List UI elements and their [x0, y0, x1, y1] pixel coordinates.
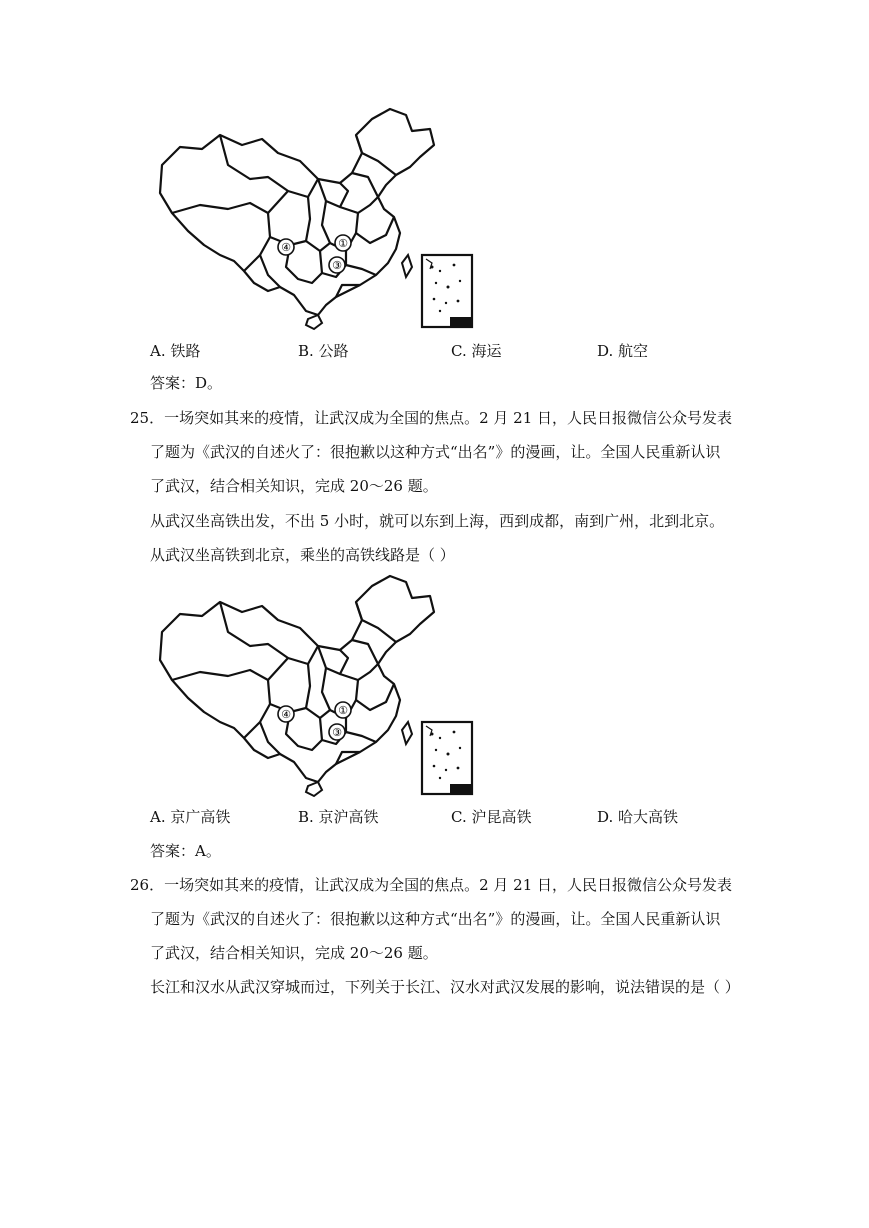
- map-label-1: ①: [338, 237, 348, 250]
- q25-option-a[interactable]: A. 京广高铁: [150, 808, 231, 826]
- q25-option-b[interactable]: B. 京沪高铁: [298, 808, 379, 826]
- south-china-sea-inset: [422, 255, 472, 327]
- china-map-figure: [150, 105, 490, 333]
- q26-stem-line-2: 了题为《武汉的自述火了：很抱歉以这种方式“出名”》的漫画，让。全国人民重新认识: [150, 910, 721, 928]
- q24-answer: 答案：D。: [150, 374, 223, 392]
- map2-label-3: ③: [332, 726, 342, 739]
- q25-stem-line-3: 了武汉，结合相关知识，完成 20～26 题。: [150, 477, 438, 495]
- china-map-figure-2: [150, 572, 490, 800]
- south-china-sea-inset-2: [422, 722, 472, 794]
- q24-option-a[interactable]: A. 铁路: [150, 342, 201, 360]
- q24-option-d[interactable]: D. 航空: [597, 342, 649, 360]
- china-map-svg: [150, 105, 490, 333]
- q26-question: 长江和汉水从武汉穿城而过，下列关于长江、汉水对武汉发展的影响，说法错误的是（ ）: [150, 978, 740, 996]
- q25-option-c[interactable]: C. 沪昆高铁: [451, 808, 532, 826]
- q25-stem-line-2: 了题为《武汉的自述火了：很抱歉以这种方式“出名”》的漫画，让。全国人民重新认识: [150, 443, 721, 461]
- q26-stem-line-3: 了武汉，结合相关知识，完成 20～26 题。: [150, 944, 438, 962]
- q25-option-d[interactable]: D. 哈大高铁: [597, 808, 679, 826]
- q25-question: 从武汉坐高铁到北京，乘坐的高铁线路是（ ）: [150, 546, 455, 564]
- q24-option-b[interactable]: B. 公路: [298, 342, 349, 360]
- map-label-3: ③: [332, 259, 342, 272]
- china-map-svg-2: [150, 572, 490, 800]
- q25-stem-line-4: 从武汉坐高铁出发，不出 5 小时，就可以东到上海，西到成都，南到广州，北到北京。: [150, 512, 725, 530]
- map2-label-1: ①: [338, 704, 348, 717]
- q24-option-c[interactable]: C. 海运: [451, 342, 502, 360]
- q25-answer: 答案：A。: [150, 842, 221, 860]
- map-label-4: ④: [281, 241, 291, 254]
- map2-label-4: ④: [281, 708, 291, 721]
- q26-stem-line-1: 26．一场突如其来的疫情，让武汉成为全国的焦点。2 月 21 日，人民日报微信公众号发表: [130, 876, 733, 894]
- q25-stem-line-1: 25．一场突如其来的疫情，让武汉成为全国的焦点。2 月 21 日，人民日报微信公众号发表: [130, 409, 733, 427]
